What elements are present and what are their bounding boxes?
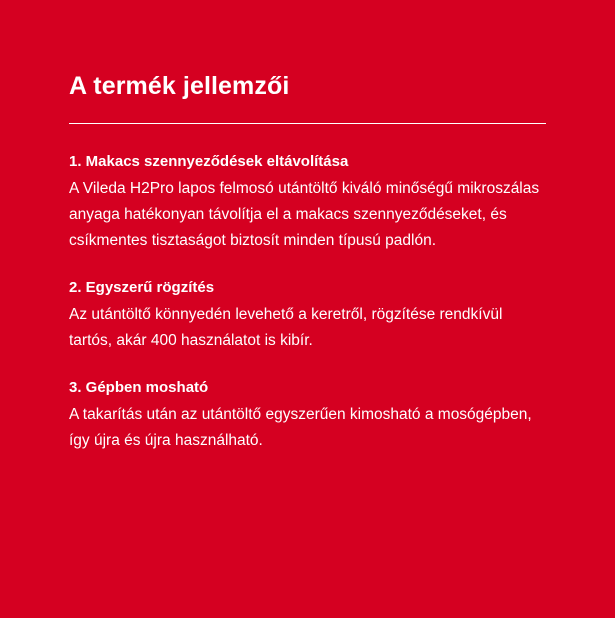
feature-item-easy-attachment [69,278,546,354]
feature-description: A takarítás után az utántöltő egyszerűen kimosható a mosógépben, így újra és újra használható. [69,406,532,449]
feature-title: 1. Makacs szennyeződések eltávolítása [69,153,349,170]
feature-title: 3. Gépben mosható [69,379,209,396]
feature-description: A Vileda H2Pro lapos felmosó utántöltő kiváló minőségű mikroszálas anyaga hatékonyan távolítja el a makacs szennyeződéseket, és csíkmentes tisztaságot biztosít minden típusú padlón. [69,180,540,249]
feature-title: 2. Egyszerű rögzítés [69,279,215,296]
feature-item-stain-removal [69,152,546,254]
feature-item-machine-washable [69,378,546,454]
title-divider [69,123,546,124]
page-title: A termék jellemzői [69,72,290,100]
feature-description: Az utántöltő könnyedén levehető a keretről, rögzítése rendkívül tartós, akár 400 használatot is kibír. [69,306,503,349]
